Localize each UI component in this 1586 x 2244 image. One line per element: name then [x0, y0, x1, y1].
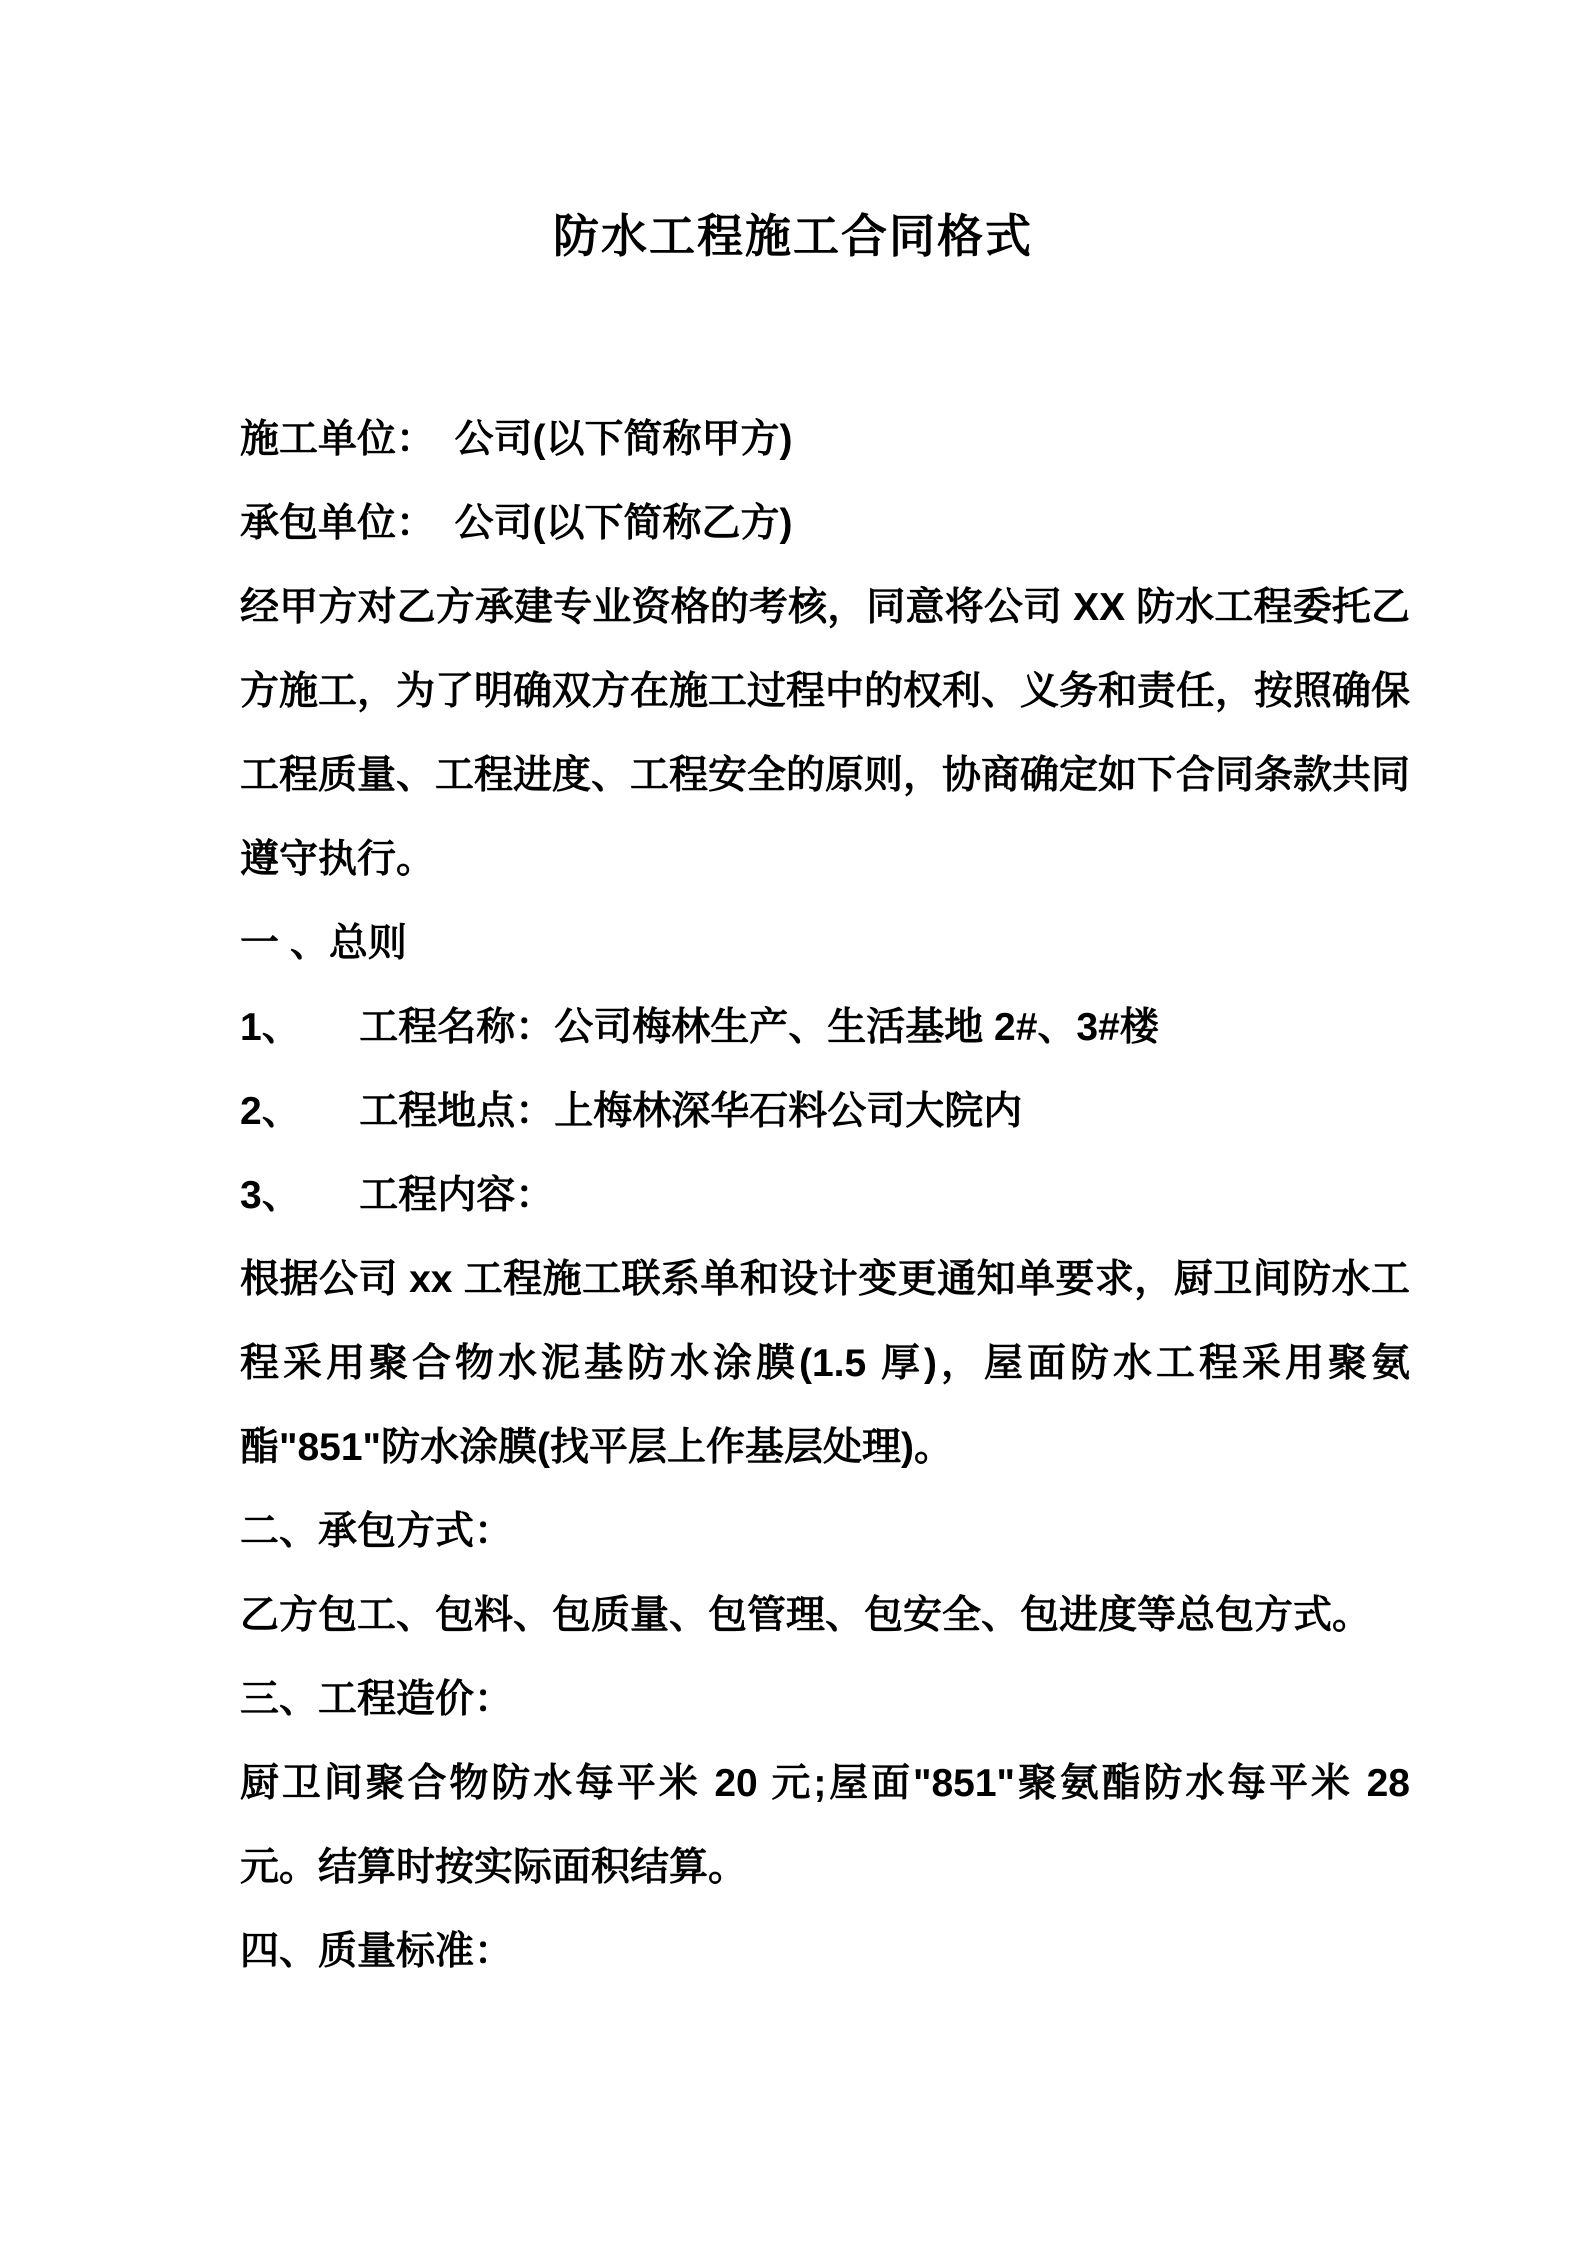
para-contract-method-body: 乙方包工、包料、包质量、包管理、包安全、包进度等总包方式。: [240, 1594, 1372, 1637]
heading-section-3-project-cost: 三、工程造价：: [240, 1678, 514, 1721]
heading-section-2-contract-method: 二、承包方式：: [240, 1510, 514, 1553]
contract-body: [240, 398, 1421, 1994]
item-project-name: 1、 工程名称：公司梅林生产、生活基地 2#、3#楼: [240, 1006, 1159, 1049]
item-project-location: 2、 工程地点：上梅林深华石料公司大院内: [240, 1090, 1023, 1133]
item-project-content: 3、 工程内容：: [240, 1174, 555, 1217]
para-preamble: 经甲方对乙方承建专业资格的考核，同意将公司 XX 防水工程委托乙方施工，为了明确双方在施工过程中的权利、义务和责任，按照确保工程质量、工程进度、工程安全的原则，协商确定如下合同条款共同遵守执行。: [240, 586, 1411, 881]
line-contracting-unit: 承包单位： 公司(以下简称乙方): [240, 502, 793, 545]
contract-title: 防水工程施工合同格式: [553, 210, 1033, 262]
heading-section-1-general: 一 、总则: [240, 922, 407, 965]
para-project-content-detail: 根据公司 xx 工程施工联系单和设计变更通知单要求，厨卫间防水工程采用聚合物水泥基防水涂膜(1.5 厚)，屋面防水工程采用聚氨酯"851"防水涂膜(找平层上作基层处理)。: [240, 1258, 1410, 1469]
line-construction-unit: 施工单位： 公司(以下简称甲方): [240, 418, 793, 461]
para-project-cost-body: 厨卫间聚合物防水每平米 20 元;屋面"851"聚氨酯防水每平米 28 元。结算时按实际面积结算。: [240, 1762, 1421, 1889]
heading-section-4-quality-standard: 四、质量标准：: [240, 1930, 514, 1973]
